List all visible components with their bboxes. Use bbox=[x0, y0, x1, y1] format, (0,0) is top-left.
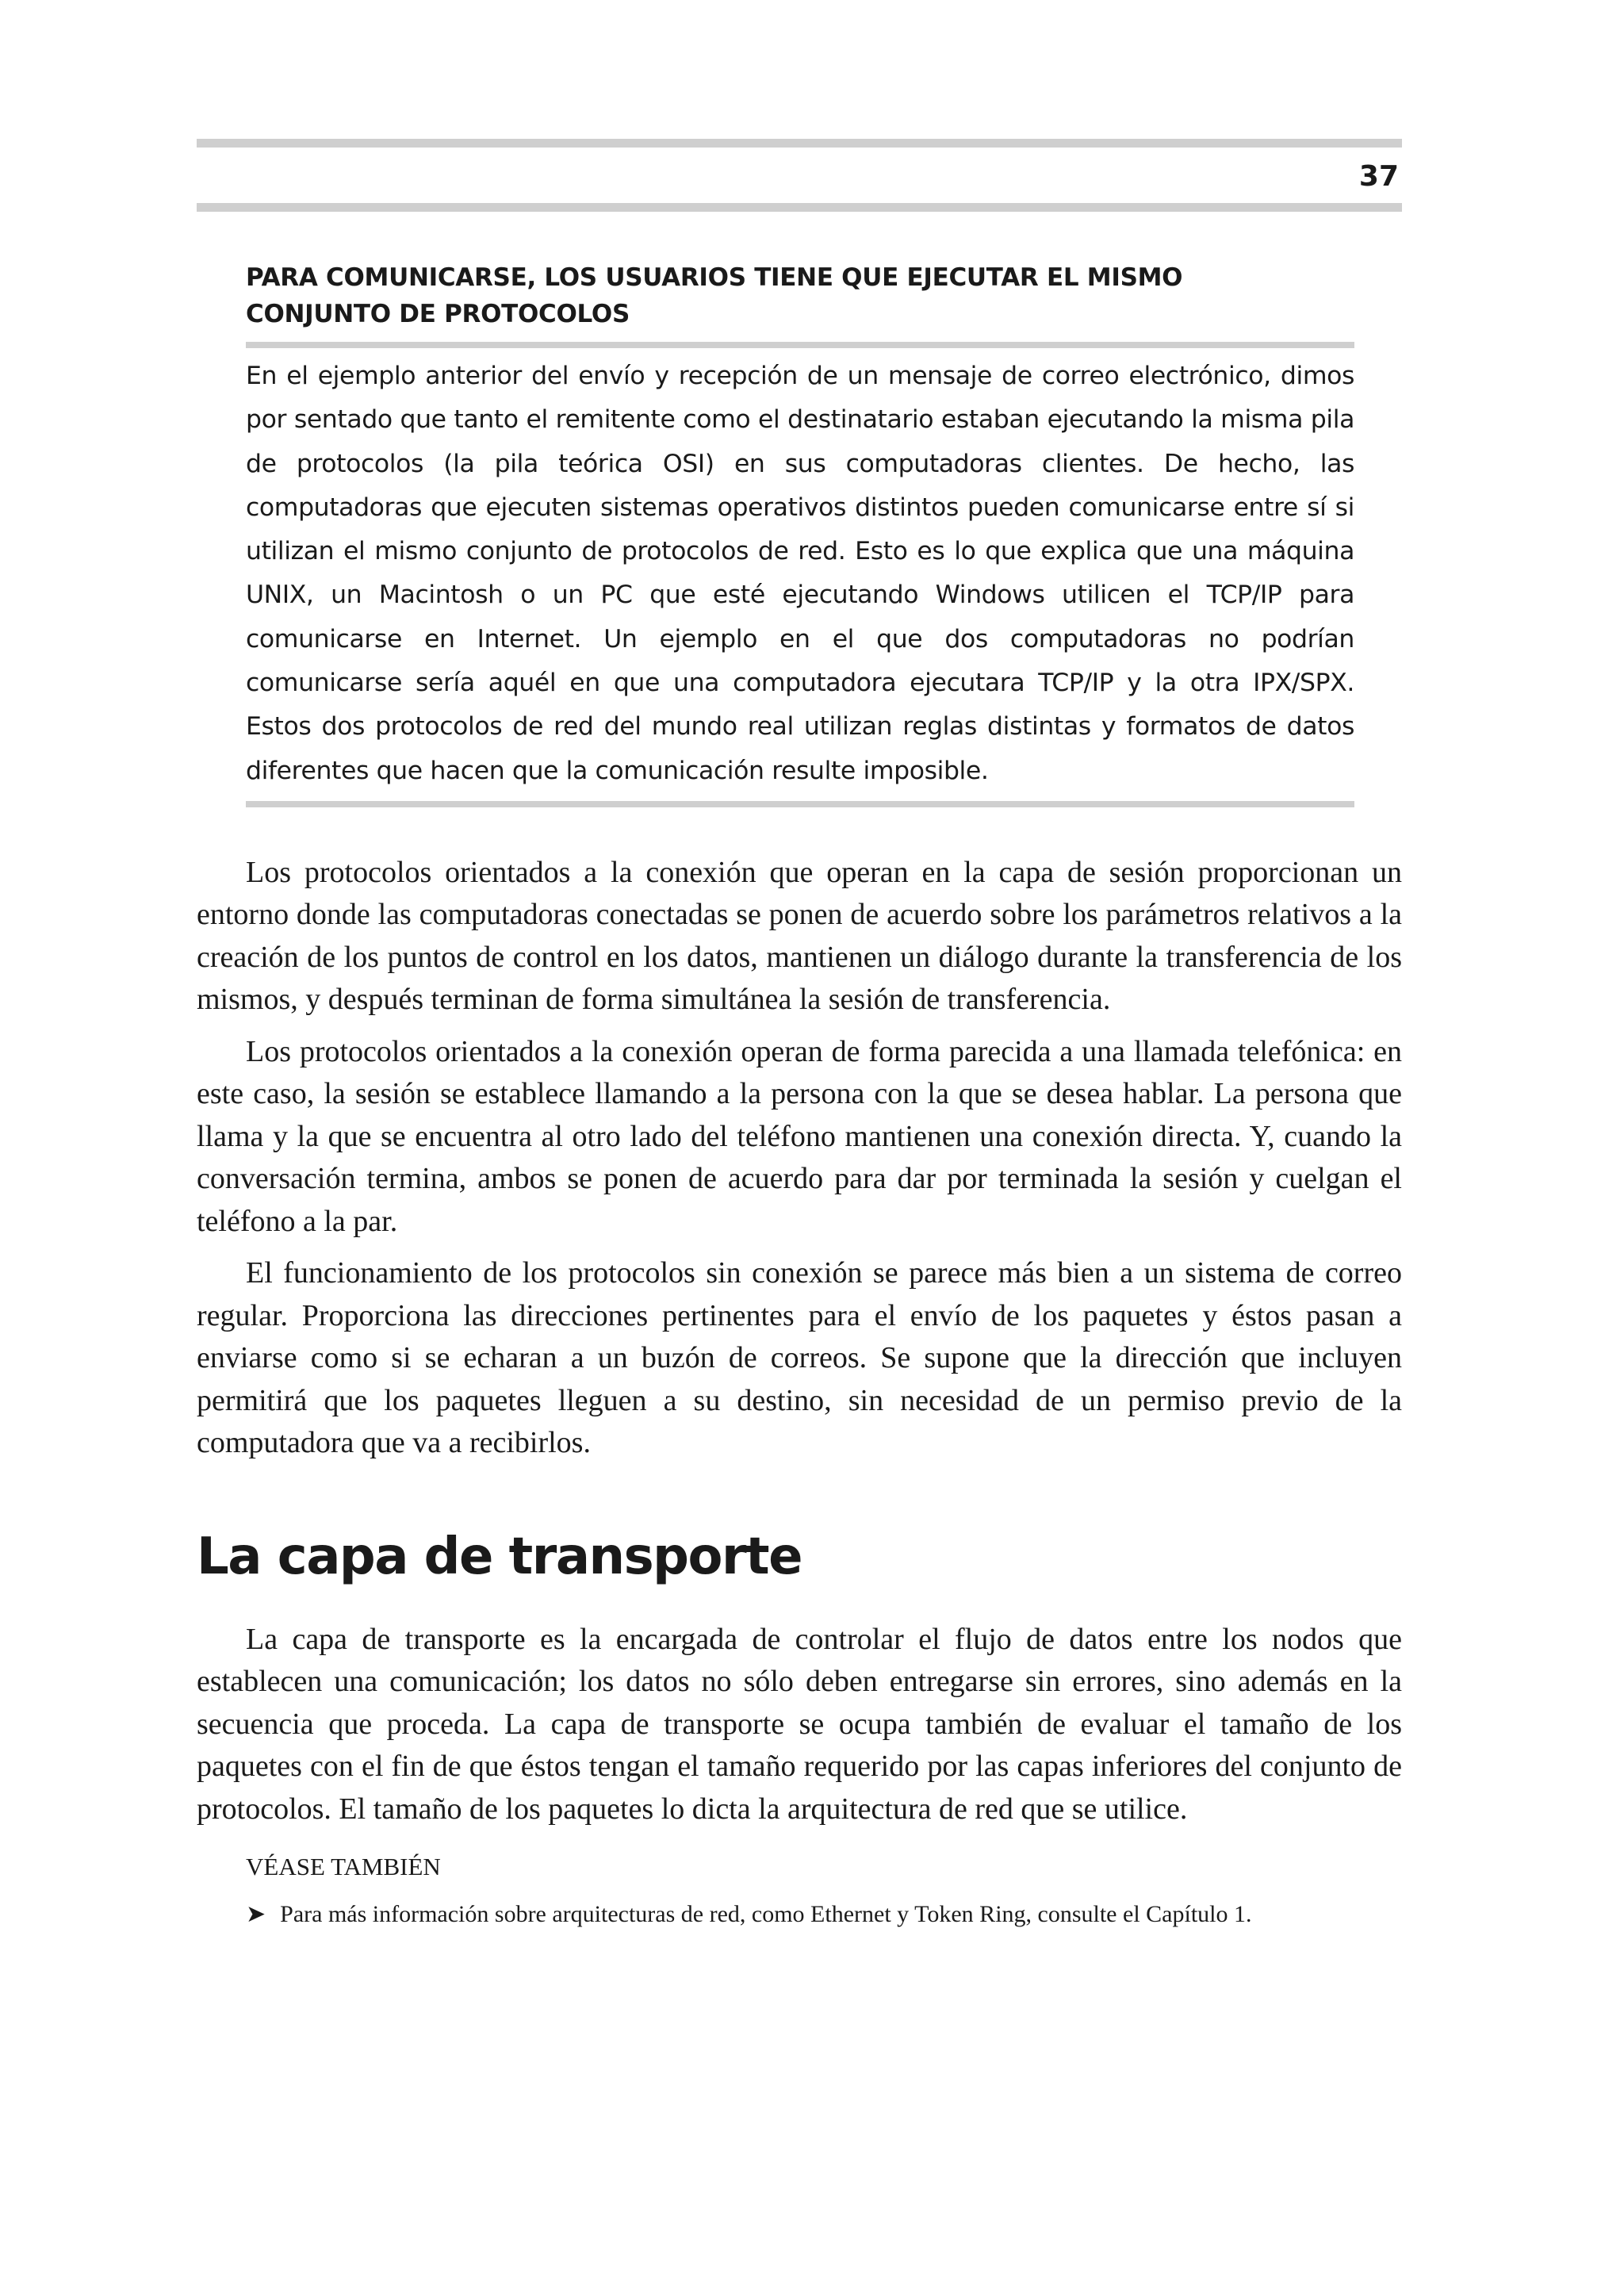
sidebar-title-line1: PARA COMUNICARSE, LOS USUARIOS TIENE QUE EJECUTAR EL MISMO bbox=[246, 263, 1183, 292]
sidebar-box bbox=[246, 259, 1354, 807]
see-also-label: VÉASE TAMBIÉN bbox=[246, 1853, 441, 1881]
arrow-right-icon: ➤ bbox=[246, 1900, 266, 1929]
page bbox=[197, 139, 1402, 1930]
sidebar-top-rule bbox=[246, 342, 1354, 348]
sidebar-bottom-rule bbox=[246, 801, 1354, 807]
sidebar-title-line2: CONJUNTO DE PROTOCOLOS bbox=[246, 300, 630, 328]
see-also-text: Para más información sobre arquitecturas de red, como Ethernet y Token Ring, consulte el Capítulo 1. bbox=[280, 1901, 1252, 1928]
sidebar-body: En el ejemplo anterior del envío y recepción de un mensaje de correo electrónico, dimos por sentado que tanto el remitente como el destinatario estaban ejecutando la misma pila de protocolos (la pila teórica OSI) en sus computadoras clientes. De hecho, las computadoras que ejecuten sistemas operativos distintos pueden comunicarse entre sí si utilizan el mismo conjunto de protocolos de red. Esto es lo que explica que una máquina UNIX, un Macintosh o un PC que esté ejecutando Windows utilicen el TCP/IP para comunicarse en Internet. Un ejemplo en el que dos computadoras no podrían comunicarse sería aquél en que una computadora ejecutara TCP/IP y la otra IPX/SPX. Estos dos protocolos de red del mundo real utilizan reglas distintas y formatos de datos diferentes que hacen que la comunicación resulte imposible. bbox=[246, 362, 1354, 785]
section-heading: La capa de transporte bbox=[197, 1527, 802, 1586]
body-text bbox=[197, 852, 1402, 1465]
see-also-item bbox=[246, 1899, 1402, 1930]
body-paragraph: Los protocolos orientados a la conexión operan de forma parecida a una llamada telefónica: en este caso, la sesión se establece llamando a la persona con la que se desea hablar. La persona que llama y la que se encuentra al otro lado del teléfono mantienen una conexión directa. Y, cuando la conversación termina, ambos se ponen de acuerdo para dar por terminada la sesión y cuelgan el teléfono a la par. bbox=[197, 1034, 1402, 1238]
header-bottom-rule bbox=[197, 203, 1402, 212]
page-header bbox=[197, 148, 1402, 203]
section-paragraph: La capa de transporte es la encargada de controlar el flujo de datos entre los nodos que establecen una comunicación; los datos no sólo deben entregarse sin errores, sino además en la secuencia que proceda. La capa de transporte se ocupa también de evaluar el tamaño de los paquetes con el fin de que éstos tengan el tamaño requerido por las capas inferiores del conjunto de protocolos. El tamaño de los paquetes lo dicta la arquitectura de red que se utilice. bbox=[197, 1622, 1402, 1826]
page-number: 37 bbox=[1358, 160, 1399, 193]
body-paragraph: El funcionamiento de los protocolos sin conexión se parece más bien a un sistema de correo regular. Proporciona las direcciones pertinentes para el envío de los paquetes y éstos pasan a enviarse como si se echaran a un buzón de correos. Se supone que la dirección que incluyen permitirá que los paquetes lleguen a su destino, sin necesidad de un permiso previo de la computadora que va a recibirlos. bbox=[197, 1256, 1402, 1460]
sidebar-title bbox=[246, 259, 1354, 342]
header-top-rule bbox=[197, 139, 1402, 148]
body-paragraph: Los protocolos orientados a la conexión que operan en la capa de sesión proporcionan un entorno donde las computadoras conectadas se ponen de acuerdo sobre los parámetros relativos a la creación de los puntos de control en los datos, mantienen un diálogo durante la transferencia de los mismos, y después terminan de forma simultánea la sesión de transferencia. bbox=[197, 855, 1402, 1017]
